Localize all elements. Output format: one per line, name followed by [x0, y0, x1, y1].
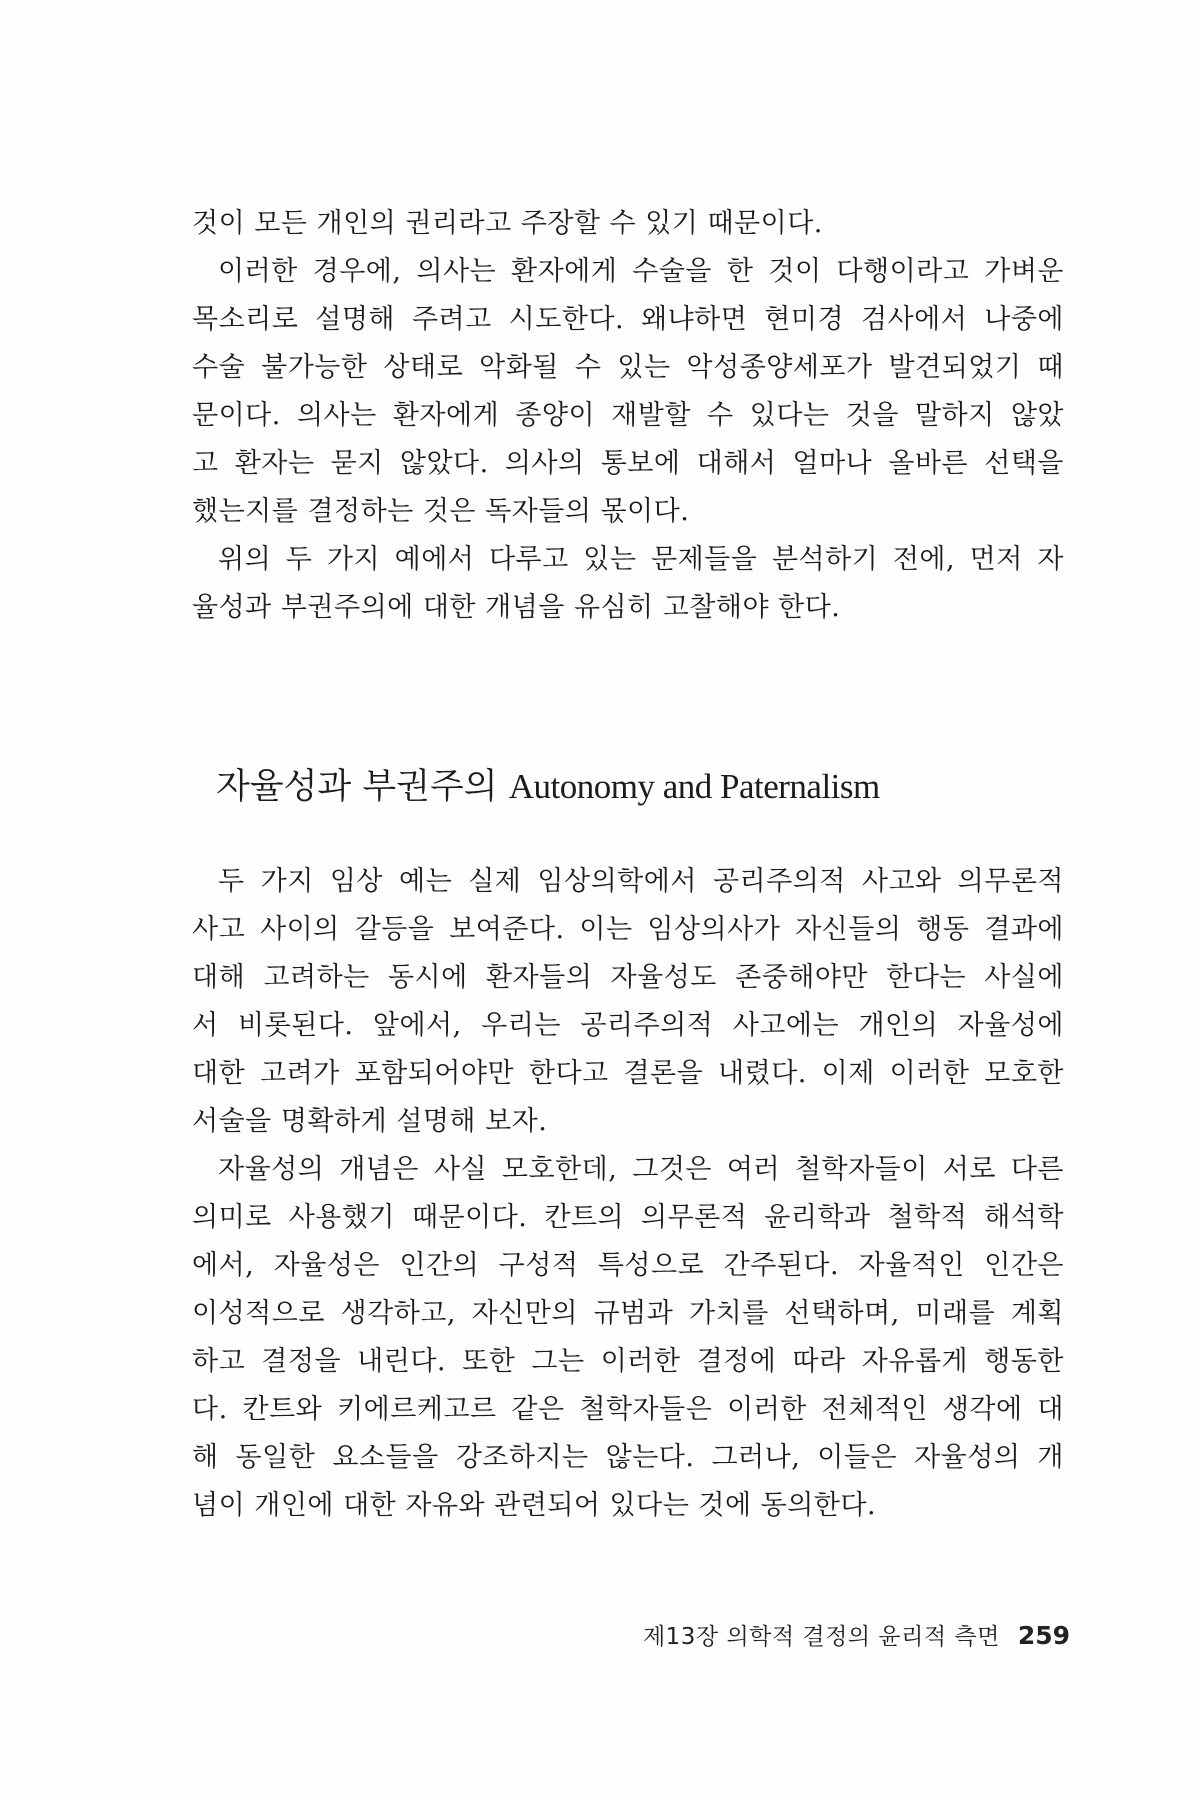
text-line: 두 가지 임상 예는 실제 임상의학에서 공리주의적 사고와 의무론적 — [218, 866, 1064, 897]
text-line: 념이 개인에 대한 자유와 관련되어 있다는 것에 동의한다. — [192, 1490, 877, 1521]
text-line: 율성과 부권주의에 대한 개념을 유심히 고찰해야 한다. — [192, 592, 841, 623]
text-line: 대해 고려하는 동시에 환자들의 자율성도 존중해야만 한다는 사실에 — [192, 962, 1064, 993]
text-line: 이러한 경우에, 의사는 환자에게 수술을 한 것이 다행이라고 가벼운 — [218, 256, 1064, 287]
text-line: 해 동일한 요소들을 강조하지는 않는다. 그러나, 이들은 자율성의 개 — [192, 1442, 1064, 1473]
section-heading — [216, 752, 880, 822]
page-number: 259 — [1017, 1621, 1070, 1650]
text-line: 의미로 사용했기 때문이다. 칸트의 의무론적 윤리학과 철학적 해석학 — [192, 1202, 1064, 1233]
section-heading-english: Autonomy and Paternalism — [508, 767, 880, 806]
text-line: 고 환자는 묻지 않았다. 의사의 통보에 대해서 얼마나 올바른 선택을 — [192, 448, 1064, 479]
text-line: 문이다. 의사는 환자에게 종양이 재발할 수 있다는 것을 말하지 않았 — [192, 400, 1064, 431]
text-line: 목소리로 설명해 주려고 시도한다. 왜냐하면 현미경 검사에서 나중에 — [192, 304, 1064, 335]
text-line: 대한 고려가 포함되어야만 한다고 결론을 내렸다. 이제 이러한 모호한 — [192, 1058, 1064, 1089]
text-line: 서 비롯된다. 앞에서, 우리는 공리주의적 사고에는 개인의 자율성에 — [192, 1010, 1064, 1041]
text-line: 자율성의 개념은 사실 모호한데, 그것은 여러 철학자들이 서로 다른 — [218, 1154, 1064, 1185]
chapter-title: 제13장 의학적 결정의 윤리적 측면 — [642, 1624, 1000, 1650]
text-line: 했는지를 결정하는 것은 독자들의 몫이다. — [192, 496, 690, 527]
running-footer — [643, 1618, 1070, 1651]
text-line: 이성적으로 생각하고, 자신만의 규범과 가치를 선택하며, 미래를 계획 — [192, 1298, 1064, 1329]
text-line: 위의 두 가지 예에서 다루고 있는 문제들을 분석하기 전에, 먼저 자 — [218, 544, 1064, 575]
text-line: 하고 결정을 내린다. 또한 그는 이러한 결정에 따라 자유롭게 행동한 — [192, 1346, 1064, 1377]
text-line: 서술을 명확하게 설명해 보자. — [192, 1106, 548, 1137]
text-line: 다. 칸트와 키에르케고르 같은 철학자들은 이러한 전체적인 생각에 대 — [192, 1394, 1064, 1425]
text-line: 수술 불가능한 상태로 악화될 수 있는 악성종양세포가 발견되었기 때 — [192, 352, 1064, 383]
body-text-block-1 — [192, 200, 1064, 632]
body-text-block-2 — [192, 858, 1064, 1530]
section-heading-korean: 자율성과 부권주의 — [216, 767, 498, 807]
text-line: 에서, 자율성은 인간의 구성적 특성으로 간주된다. 자율적인 인간은 — [192, 1250, 1064, 1281]
text-line: 것이 모든 개인의 권리라고 주장할 수 있기 때문이다. — [192, 208, 823, 239]
text-line: 사고 사이의 갈등을 보여준다. 이는 임상의사가 자신들의 행동 결과에 — [192, 914, 1064, 945]
